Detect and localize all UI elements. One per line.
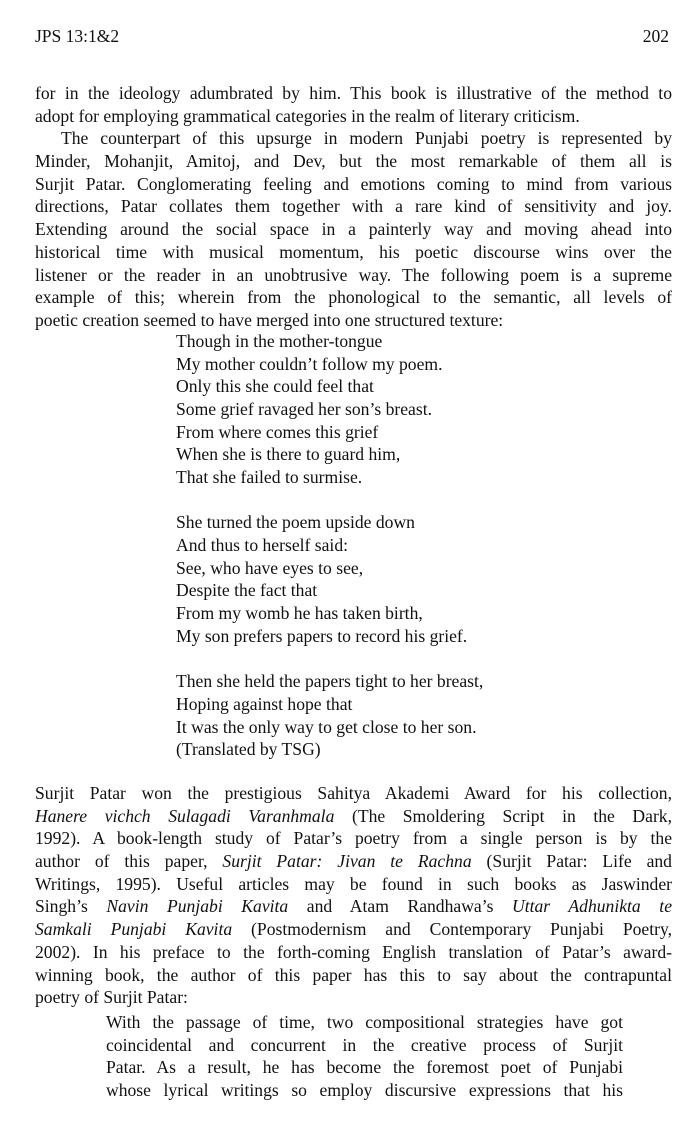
stanza-break (176, 489, 596, 512)
text-line: 2002). In his preface to the forth-coming English translation of Patar’s award- (35, 941, 672, 962)
poem-line: Though in the mother-tongue (176, 331, 383, 351)
poem-line: See, who have eyes to see, (176, 557, 364, 578)
text-line: example of this; wherein from the phonological to the semantic, all levels of (35, 287, 672, 308)
stanza-break (176, 648, 596, 671)
text-line: directions, Patar collates them together with a rare kind of sensitivity and joy. (35, 196, 672, 217)
poem-line: Then she held the papers tight to her breast, (176, 671, 484, 692)
poem-line: From where comes this grief (176, 421, 379, 442)
poem-line: Despite the fact that (176, 580, 318, 601)
quote-line: Patar. As a result, he has become the foremost poet of Punjabi (106, 1057, 623, 1078)
journal-citation: JPS 13:1&2 (35, 26, 120, 46)
poem-line: That she failed to surmise. (176, 467, 363, 488)
poem-line: It was the only way to get close to her son. (176, 716, 477, 737)
text-line: winning book, the author of this paper has this to say about the contrapuntal (35, 964, 672, 985)
poem-line: Only this she could feel that (176, 376, 374, 397)
page-number: 202 (642, 26, 669, 46)
text-line: historical time with musical momentum, his poetic discourse wins over the (35, 241, 672, 262)
text-line: listener or the reader in an unobtrusive way. The following poem is a supreme (35, 264, 672, 285)
text-segment: (Surjit Patar: Life and (471, 851, 672, 872)
text-segment: and Atam Randhawa’s (288, 896, 513, 917)
text-line: for in the ideology adumbrated by him. This book is illustrative of the method to (35, 83, 672, 103)
poem-line: From my womb he has taken birth, (176, 603, 423, 624)
text-line: adopt for employing grammatical categories in the realm of literary criticism. (35, 105, 580, 126)
text-line (35, 805, 672, 828)
poem-line: And thus to herself said: (176, 535, 349, 556)
text-line: Minder, Mohanjit, Amitoj, and Dev, but the most remarkable of them all is (35, 151, 672, 172)
poem-line: Hoping against hope that (176, 693, 353, 714)
poem-line: My mother couldn’t follow my poem. (176, 353, 443, 374)
text-segment: author of this paper, (35, 851, 223, 872)
poem-line: My son prefers papers to record his grief. (176, 625, 468, 646)
book-title: Samkali Punjabi Kavita (35, 919, 233, 940)
text-segment: (Postmodernism and Contemporary Punjabi Poetry, (232, 919, 672, 940)
poem-line: She turned the poem upside down (176, 512, 415, 533)
text-line (35, 895, 672, 918)
text-line (35, 850, 672, 873)
text-line: Surjit Patar won the prestigious Sahitya Akademi Award for his collection, (35, 783, 672, 803)
poem-line: When she is there to guard him, (176, 444, 401, 465)
quote-line: whose lyrical writings so employ discursive expressions that his (106, 1080, 623, 1101)
poem-block (176, 330, 596, 761)
text-line: poetry of Surjit Patar: (35, 987, 188, 1008)
text-line: The counterpart of this upsurge in modern Punjabi poetry is represented by (61, 128, 672, 149)
body-text-bottom (35, 782, 672, 1009)
running-header (35, 24, 669, 48)
book-title: Navin Punjabi Kavita (106, 896, 289, 917)
block-quote (106, 1011, 623, 1102)
text-line: Writings, 1995). Useful articles may be found in such books as Jaswinder (35, 873, 672, 894)
quote-line: coincidental and concurrent in the creative process of Surjit (106, 1034, 623, 1055)
text-segment: (The Smoldering Script in the Dark, (334, 805, 672, 826)
text-line (35, 918, 672, 941)
translation-credit: (Translated by TSG) (176, 739, 321, 760)
text-line: poetic creation seemed to have merged into one structured texture: (35, 309, 504, 330)
quote-line: With the passage of time, two compositional strategies have got (106, 1012, 623, 1032)
book-title: Uttar Adhunikta te (512, 896, 672, 917)
text-line: Surjit Patar. Conglomerating feeling and emotions coming to mind from various (35, 173, 672, 194)
body-text-top (35, 82, 672, 332)
book-title: Hanere vichch Sulagadi Varanhmala (35, 805, 335, 826)
text-segment: Singh’s (35, 896, 107, 917)
text-line: Extending around the social space in a painterly way and moving ahead into (35, 219, 672, 240)
text-line: 1992). A book-length study of Patar’s poetry from a single person is by the (35, 828, 672, 849)
poem-line: Some grief ravaged her son’s breast. (176, 399, 433, 420)
book-title: Surjit Patar: Jivan te Rachna (222, 851, 472, 872)
